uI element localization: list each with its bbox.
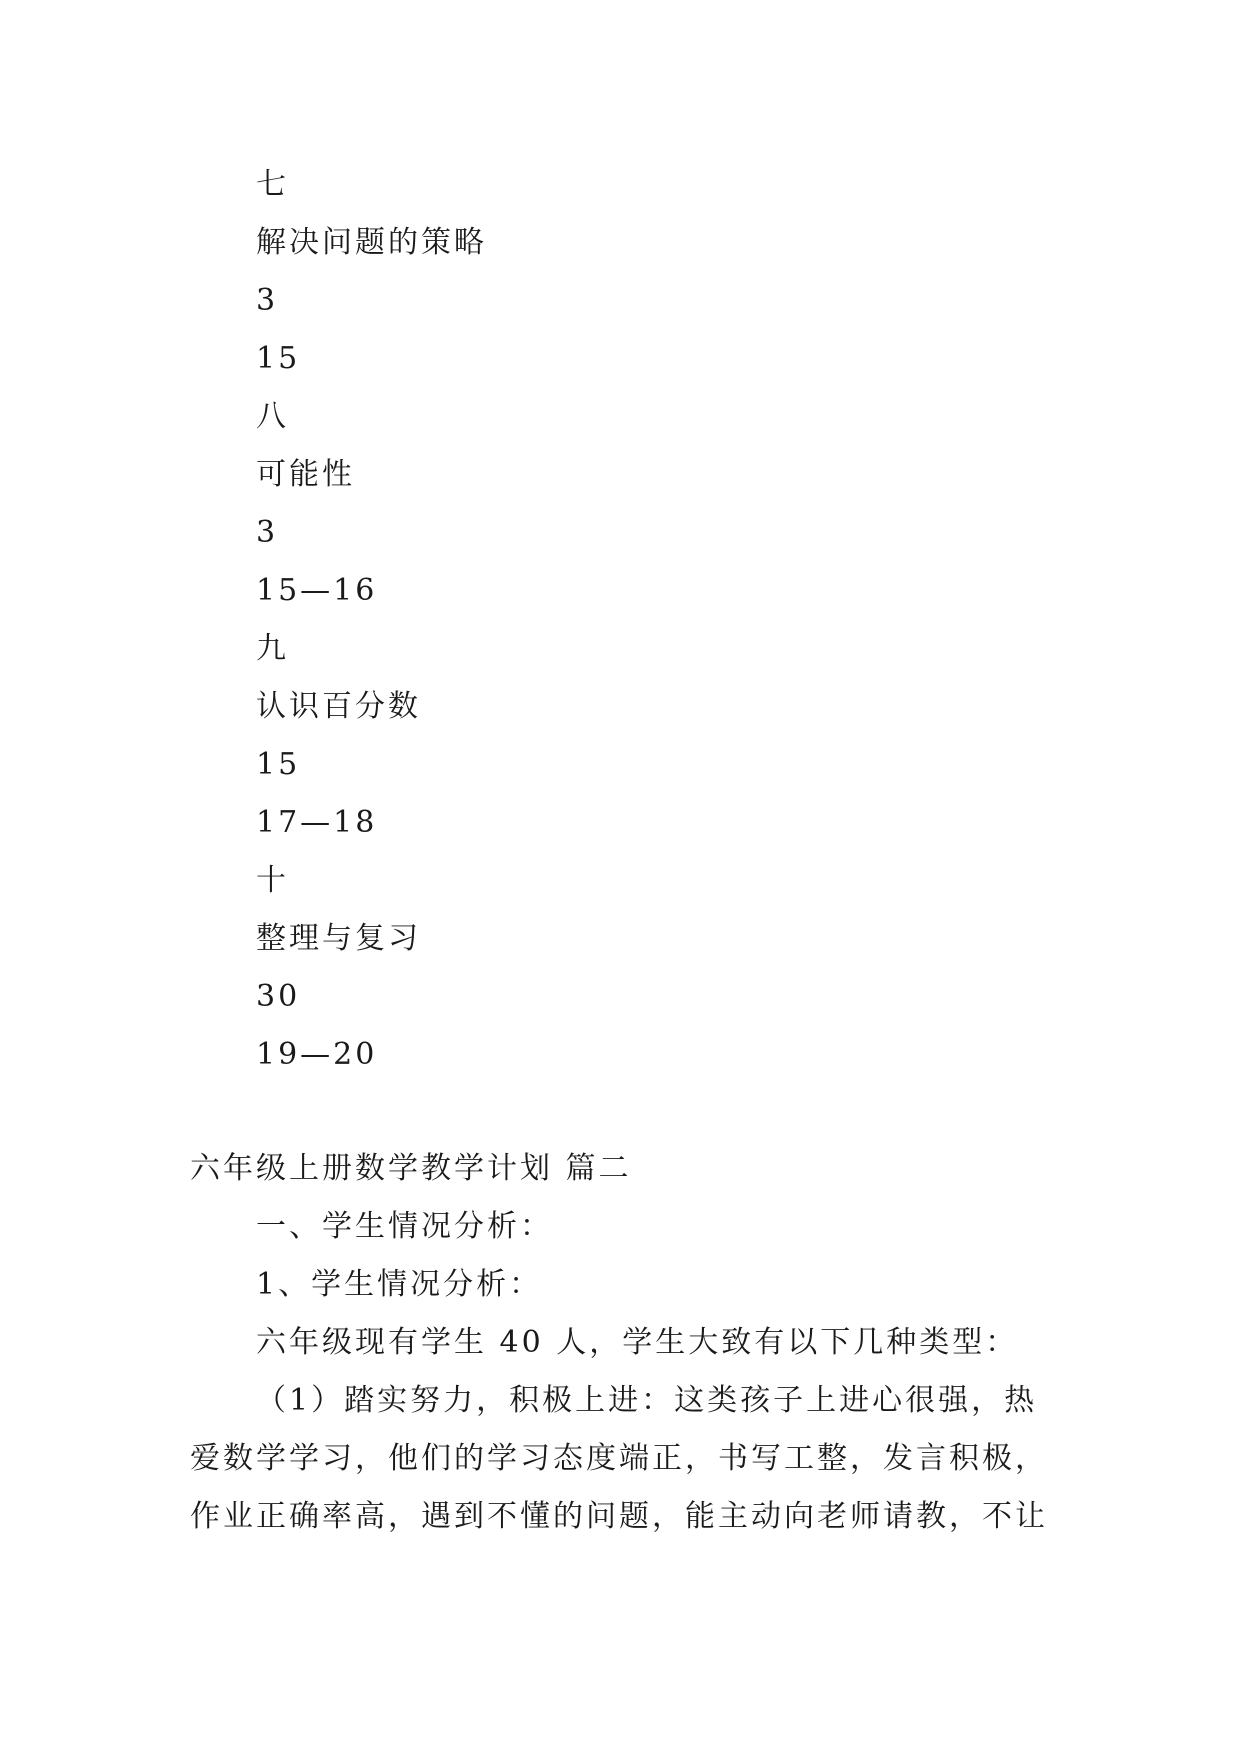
unit-weeks: 17—18 <box>256 805 378 840</box>
unit-number: 七 <box>256 167 289 202</box>
section-title: 六年级上册数学教学计划 篇二 <box>190 1151 632 1186</box>
unit-weeks: 19—20 <box>256 1037 378 1072</box>
paragraph-line: 作业正确率高，遇到不懂的问题，能主动向老师请教，不让 <box>190 1499 1048 1534</box>
unit-hours: 3 <box>256 515 279 550</box>
unit-number: 八 <box>256 399 289 434</box>
unit-weeks: 15 <box>256 341 301 376</box>
unit-hours: 3 <box>256 283 279 318</box>
unit-weeks: 15—16 <box>256 573 378 608</box>
heading-student-analysis: 一、学生情况分析： <box>256 1209 553 1244</box>
unit-number: 九 <box>256 631 289 666</box>
unit-title: 认识百分数 <box>256 689 421 724</box>
unit-title: 可能性 <box>256 457 355 492</box>
paragraph-line: （1）踏实努力，积极上进：这类孩子上进心很强，热 <box>256 1383 1038 1418</box>
unit-title: 整理与复习 <box>256 921 421 956</box>
unit-number: 十 <box>256 863 289 898</box>
unit-hours: 30 <box>256 979 301 1014</box>
subheading-student-analysis: 1、学生情况分析： <box>256 1267 543 1302</box>
unit-hours: 15 <box>256 747 301 782</box>
unit-title: 解决问题的策略 <box>256 225 487 260</box>
paragraph-line: 爱数学学习，他们的学习态度端正，书写工整，发言积极， <box>190 1441 1048 1476</box>
intro-paragraph: 六年级现有学生 40 人，学生大致有以下几种类型： <box>256 1325 1019 1360</box>
